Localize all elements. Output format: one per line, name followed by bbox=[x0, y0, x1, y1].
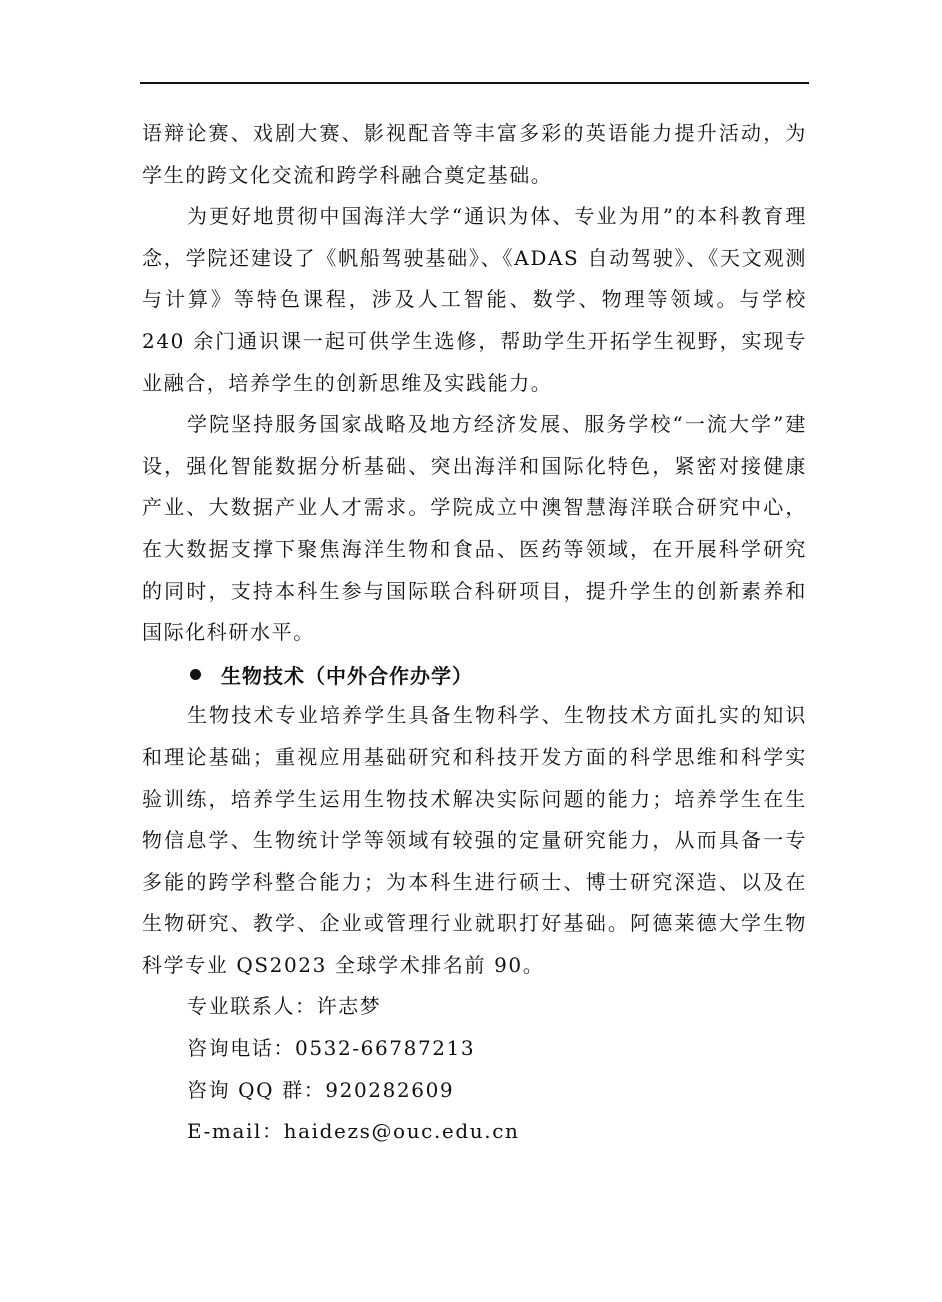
section-heading-biotechnology bbox=[142, 654, 807, 696]
contact-email[interactable]: E-mail：haidezs@ouc.edu.cn bbox=[187, 1119, 520, 1144]
paragraph-english-activities: 语辩论赛、戏剧大赛、影视配音等丰富多彩的英语能力提升活动，为学生的跨文化交流和跨学科融合奠定基础。 bbox=[142, 121, 807, 187]
paragraph-biotechnology: 生物技术专业培养学生具备生物科学、生物技术方面扎实的知识和理论基础；重视应用基础研究和科技开发方面的科学思维和科学实验训练，培养学生运用生物技术解决实际问题的能力；培养学生在生物信息学、生物统计学等领域有较强的定量研究能力，从而具备一专多能的跨学科整合能力；为本科生进行硕士、博士研究深造、以及在生物研究、教学、企业或管理行业就职打好基础。阿德莱德大学生物科学专业 QS2023 全球学术排名前 90。 bbox=[142, 703, 807, 977]
section-heading-text: 生物技术（中外合作办学） bbox=[221, 664, 473, 689]
contact-person: 专业联系人：许志梦 bbox=[187, 994, 382, 1019]
contact-phone: 咨询电话：0532-66787213 bbox=[187, 1036, 476, 1061]
contact-qq-group: 咨询 QQ 群：920282609 bbox=[187, 1077, 455, 1102]
document-body bbox=[142, 113, 807, 1153]
bullet-icon bbox=[190, 669, 201, 680]
paragraph-college-strategy: 学院坚持服务国家战略及地方经济发展、服务学校“一流大学”建设，强化智能数据分析基础、突出海洋和国际化特色，紧密对接健康产业、大数据产业人才需求。学院成立中澳智慧海洋联合研究中心，在大数据支撑下聚焦海洋生物和食品、医药等领域，在开展科学研究的同时，支持本科生参与国际联合科研项目，提升学生的创新素养和国际化科研水平。 bbox=[142, 412, 807, 645]
paragraph-special-courses: 为更好地贯彻中国海洋大学“通识为体、专业为用”的本科教育理念，学院还建设了《帆船驾驶基础》、《ADAS 自动驾驶》、《天文观测与计算》等特色课程，涉及人工智能、数学、物理等领域。与学校 240 余门通识课一起可供学生选修，帮助学生开拓学生视野，实现专业融合，培养学生的创新思维及实践能力。 bbox=[142, 204, 807, 395]
header-rule bbox=[140, 82, 809, 84]
